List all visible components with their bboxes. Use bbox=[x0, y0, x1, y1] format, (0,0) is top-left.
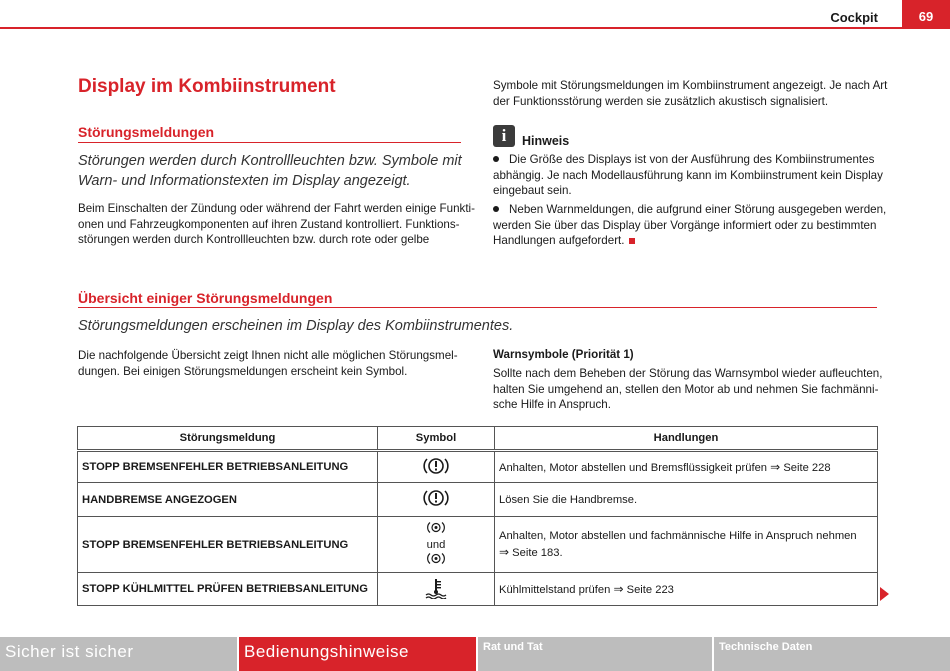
lead-line: Störungen werden durch Kontrollleuchten bzw. Symbole mit bbox=[78, 153, 462, 169]
symbol-cell bbox=[378, 517, 495, 573]
action-text: Kühlmittelstand prüfen bbox=[499, 583, 611, 596]
section-lead: Störungsmeldungen erscheinen im Display des Kombiinstrumentes. bbox=[78, 318, 514, 334]
coolant-temperature-icon bbox=[423, 577, 449, 599]
body-line: störungen werden durch Kontrollleuchten bzw. durch rote oder gelbe bbox=[78, 233, 430, 246]
footer-tab-label: Sicher ist sicher bbox=[5, 642, 134, 661]
info-icon: i bbox=[493, 125, 515, 147]
page-title: Display im Kombiinstrument bbox=[78, 76, 336, 97]
column-header: Symbol bbox=[378, 427, 495, 451]
action-cell bbox=[495, 451, 878, 483]
body-line: Symbole mit Störungsmeldungen im Kombiinstrument angezeigt. Je nach Art bbox=[493, 79, 888, 92]
message-cell: HANDBREMSE ANGEZOGEN bbox=[78, 483, 378, 517]
body-line: Die nachfolgende Übersicht zeigt Ihnen nicht alle möglichen Störungsmel- bbox=[78, 349, 458, 362]
continue-arrow-icon[interactable] bbox=[880, 587, 889, 601]
body-line: Beim Einschalten der Zündung oder während der Fahrt werden einige Funkti- bbox=[78, 202, 475, 215]
warning-table bbox=[77, 426, 878, 606]
page-reference[interactable]: Seite 228 bbox=[783, 461, 831, 474]
table-row bbox=[78, 483, 878, 517]
brake-warning-icon bbox=[423, 488, 449, 508]
bullet-line: abhängig. Je nach Modellausführung kann im Kombiinstrument kein Display bbox=[493, 168, 883, 182]
action-cell: Lösen Sie die Handbremse. bbox=[495, 483, 878, 517]
table-row bbox=[78, 573, 878, 606]
bullet-line: Die Größe des Displays ist von der Ausführung des Kombiinstrumentes bbox=[509, 153, 875, 166]
brake-warning-icon bbox=[423, 456, 449, 476]
footer-tab-bedienungshinweise[interactable] bbox=[239, 637, 476, 671]
action-cell bbox=[495, 517, 878, 573]
table-header-row bbox=[78, 427, 878, 451]
abs-brake-icon bbox=[427, 521, 445, 534]
message-cell: STOPP KÜHLMITTEL PRÜFEN BETRIEBSANLEITUNG bbox=[78, 573, 378, 606]
action-cell bbox=[495, 573, 878, 606]
note-bullet bbox=[493, 202, 888, 249]
message-cell: STOPP BREMSENFEHLER BETRIEBSANLEITUNG bbox=[78, 517, 378, 573]
section-body bbox=[78, 348, 478, 379]
column-header: Störungsmeldung bbox=[78, 427, 378, 451]
reference-arrow-icon: ⇒ bbox=[499, 545, 510, 559]
footer-tab-label: Bedienungshinweise bbox=[244, 642, 409, 661]
bullet-dot bbox=[493, 206, 499, 212]
symbol-joiner: und bbox=[426, 538, 446, 551]
column-header: Handlungen bbox=[495, 427, 878, 451]
body-line: sche Hilfe in Anspruch. bbox=[493, 398, 611, 411]
end-marker-icon bbox=[629, 238, 635, 244]
footer-tab-label: Rat und Tat bbox=[483, 641, 543, 653]
bullet-line: Neben Warnmeldungen, die aufgrund einer Störung ausgegeben werden, bbox=[509, 203, 887, 216]
warn-heading: Warnsymbole (Priorität 1) bbox=[493, 348, 634, 361]
body-line: der Funktionsstörung werden sie zusätzlich akustisch signalisiert. bbox=[493, 94, 829, 108]
body-line: onen und Fahrzeugkomponenten auf ihren Zustand kontrolliert. Funktions- bbox=[78, 217, 460, 231]
footer-nav bbox=[0, 637, 950, 671]
body-line: halten Sie umgehend an, stellen den Motor ab und nehmen Sie fachmänni- bbox=[493, 382, 879, 396]
section-rule bbox=[78, 307, 877, 308]
section-body bbox=[78, 201, 478, 248]
symbol-cell bbox=[378, 451, 495, 483]
bullet-dot bbox=[493, 156, 499, 162]
table-row bbox=[78, 451, 878, 483]
reference-arrow-icon: ⇒ bbox=[613, 581, 624, 596]
action-text: Anhalten, Motor abstellen und Bremsflüssigkeit prüfen bbox=[499, 461, 768, 474]
section-lead bbox=[78, 151, 468, 191]
symbol-cell bbox=[378, 483, 495, 517]
action-text: Anhalten, Motor abstellen und fachmännische Hilfe in Anspruch nehmen bbox=[499, 530, 857, 542]
running-header-title: Cockpit bbox=[830, 10, 878, 25]
section-title-stoerungsmeldungen: Störungsmeldungen bbox=[78, 124, 215, 140]
header-rule bbox=[0, 27, 950, 29]
bullet-line: Handlungen aufgefordert. bbox=[493, 234, 625, 247]
footer-tab-label: Technische Daten bbox=[719, 641, 813, 653]
footer-tab-rat-und-tat[interactable] bbox=[478, 637, 712, 671]
page-reference[interactable]: Seite 223 bbox=[626, 583, 674, 596]
body-line: Sollte nach dem Beheben der Störung das Warnsymbol wieder aufleuchten, bbox=[493, 367, 883, 380]
right-column-body bbox=[493, 78, 893, 109]
body-line: dungen. Bei einigen Störungsmeldungen erscheint kein Symbol. bbox=[78, 364, 408, 378]
bullet-line: eingebaut sein. bbox=[493, 184, 572, 197]
note-bullet bbox=[493, 152, 888, 199]
footer-tab-sicher[interactable] bbox=[0, 637, 237, 671]
page-reference[interactable]: Seite 183. bbox=[512, 547, 563, 559]
note-title: Hinweis bbox=[522, 134, 570, 148]
abs-brake-icon bbox=[427, 552, 445, 565]
symbol-cell bbox=[378, 573, 495, 606]
section-rule bbox=[78, 142, 461, 143]
message-cell: STOPP BREMSENFEHLER BETRIEBSANLEITUNG bbox=[78, 451, 378, 483]
lead-line: Warn- und Informationstexten im Display angezeigt. bbox=[78, 173, 411, 189]
section-title-uebersicht: Übersicht einiger Störungsmeldungen bbox=[78, 290, 333, 306]
page-number: 69 bbox=[902, 0, 950, 27]
footer-tab-technische-daten[interactable] bbox=[714, 637, 950, 671]
reference-arrow-icon: ⇒ bbox=[770, 459, 781, 474]
warn-body bbox=[493, 366, 893, 413]
bullet-line: werden Sie über das Display über Vorgänge informiert oder zu bestimmten bbox=[493, 218, 877, 232]
table-row bbox=[78, 517, 878, 573]
